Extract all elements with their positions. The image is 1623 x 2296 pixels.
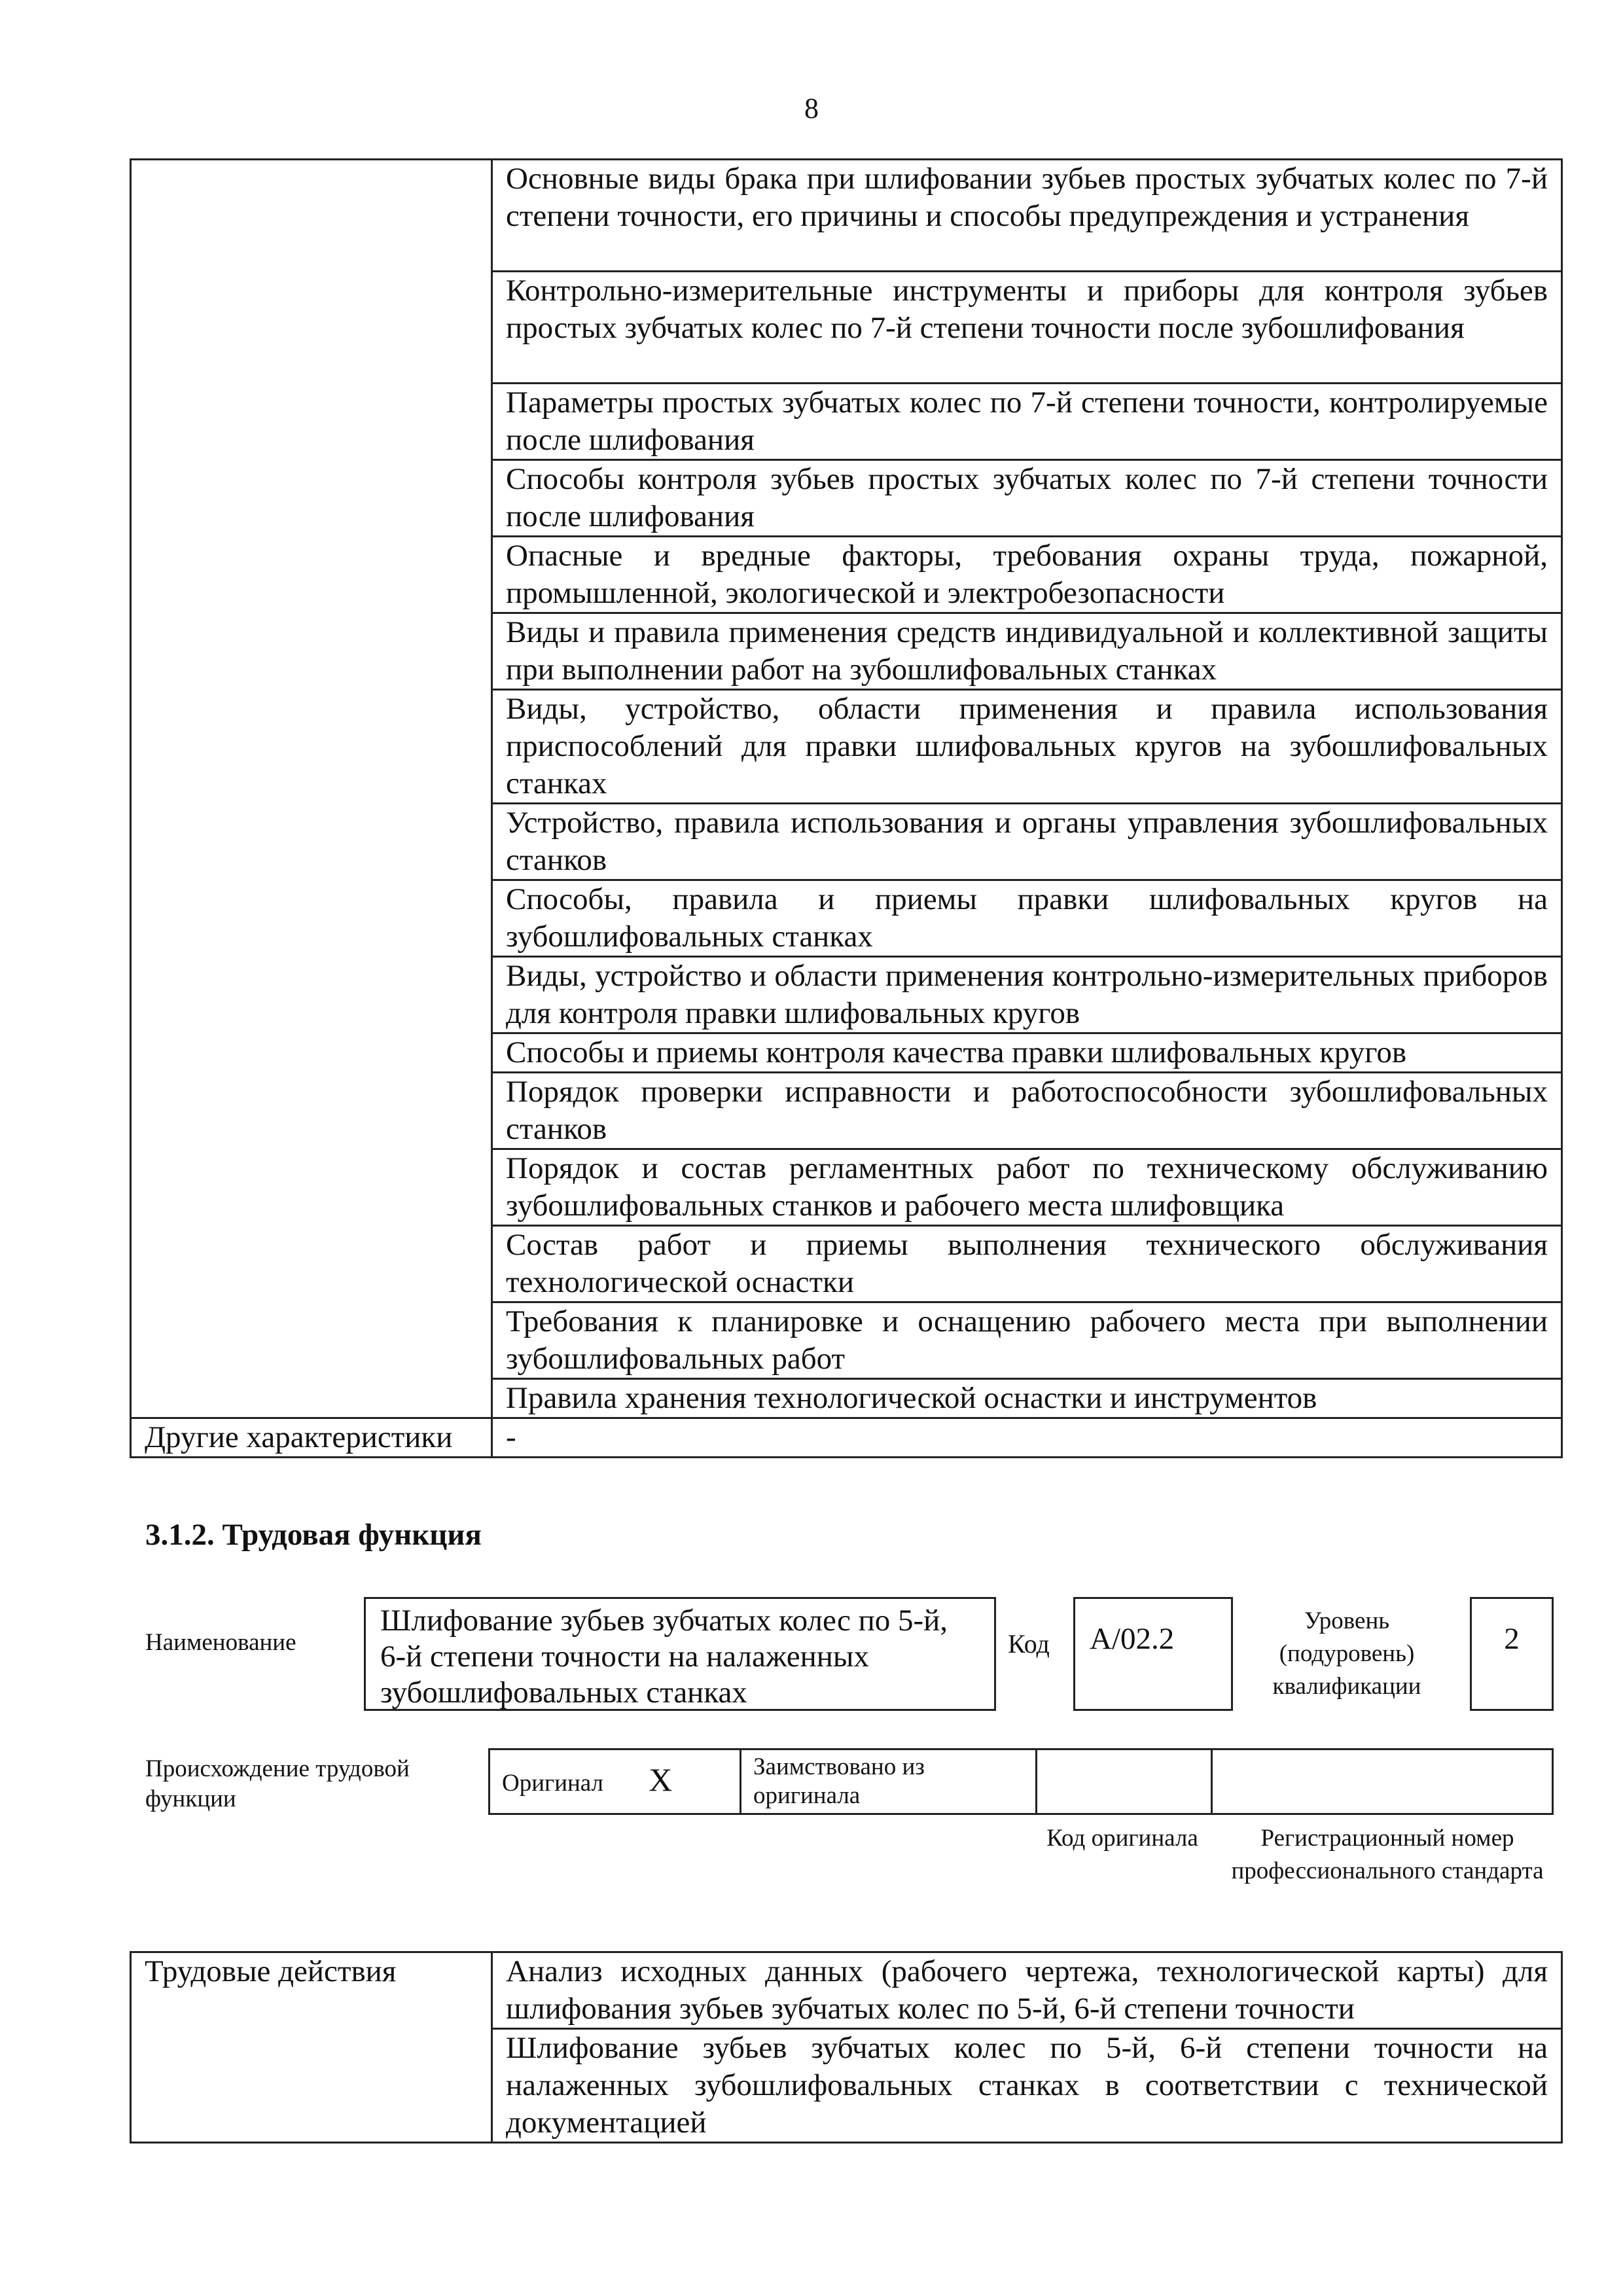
- table-cell: Основные виды брака при шлифовании зубьев простых зубчатых колес по 7-й степени точности, его причины и способы предупреждения и устранения: [492, 160, 1562, 272]
- table-cell: Виды, устройство и области применения контрольно-измерительных приборов для контроля правки шлифовальных кругов: [492, 957, 1562, 1033]
- function-code-box: А/02.2: [1073, 1597, 1233, 1711]
- labor-actions-label: Трудовые действия: [131, 1952, 492, 2143]
- labor-actions-table: [130, 1951, 1563, 2144]
- knowledge-label-cell: [131, 160, 492, 1418]
- table-cell: Шлифование зубьев зубчатых колес по 5-й, 6-й степени точности на налаженных зубошлифовальных станках в соответствии с технической документацией: [492, 2029, 1562, 2143]
- table-cell: Параметры простых зубчатых колес по 7-й степени точности, контролируемые после шлифования: [492, 384, 1562, 460]
- table-cell: Устройство, правила использования и органы управления зубошлифовальных станков: [492, 804, 1562, 880]
- original-mark: X: [649, 1761, 673, 1798]
- table-cell: Состав работ и приемы выполнения технического обслуживания технологической оснастки: [492, 1226, 1562, 1302]
- origin-table: [488, 1748, 1554, 1815]
- table-cell: Виды и правила применения средств индивидуальной и коллективной защиты при выполнении работ на зубошлифовальных станках: [492, 613, 1562, 690]
- original-code-caption: Код оригинала: [1046, 1825, 1198, 1852]
- registration-number-cell: [1212, 1749, 1553, 1814]
- original-label: Оригинал: [502, 1770, 604, 1797]
- original-cell: [490, 1749, 741, 1814]
- registration-number-caption: Регистрационный номер профессионального стандарта: [1231, 1825, 1544, 1884]
- table-cell: Опасные и вредные факторы, требования охраны труда, пожарной, промышленной, экологической и электробезопасности: [492, 537, 1562, 613]
- table-row: [131, 1418, 1562, 1458]
- table-row: [131, 1952, 1562, 2029]
- other-characteristics-label: Другие характеристики: [131, 1418, 492, 1458]
- other-characteristics-value: -: [492, 1418, 1562, 1458]
- qualification-level-box: 2: [1470, 1597, 1554, 1711]
- table-row: [490, 1749, 1553, 1814]
- origin-label: Происхождение трудовой функции: [145, 1755, 410, 1812]
- table-cell: Способы и приемы контроля качества правки шлифовальных кругов: [492, 1033, 1562, 1073]
- table-cell: Виды, устройство, области применения и правила использования приспособлений для правки шлифовальных кругов на зубошлифовальных станках: [492, 690, 1562, 804]
- table-cell: Способы контроля зубьев простых зубчатых колес по 7-й степени точности после шлифования: [492, 460, 1562, 537]
- table-row: [131, 160, 1562, 272]
- borrowed-cell: Заимствовано из оригинала: [741, 1749, 1037, 1814]
- code-label: Код: [1008, 1629, 1050, 1659]
- page-number: 8: [804, 92, 819, 124]
- knowledge-table: [130, 158, 1563, 1458]
- table-cell: Требования к планировке и оснащению рабочего места при выполнении зубошлифовальных работ: [492, 1302, 1562, 1379]
- table-cell: Порядок проверки исправности и работоспособности зубошлифовальных станков: [492, 1073, 1562, 1149]
- table-cell: Контрольно-измерительные инструменты и приборы для контроля зубьев простых зубчатых колес по 7-й степени точности после зубошлифования: [492, 272, 1562, 384]
- table-cell: Способы, правила и приемы правки шлифовальных кругов на зубошлифовальных станках: [492, 880, 1562, 957]
- qualification-level-label: Уровень (подуровень) квалификации: [1272, 1607, 1421, 1700]
- table-cell: Анализ исходных данных (рабочего чертежа, технологической карты) для шлифования зубьев зубчатых колес по 5-й, 6-й степени точности: [492, 1952, 1562, 2029]
- function-name-box: Шлифование зубьев зубчатых колес по 5-й, 6-й степени точности на налаженных зубошлифовальных станках: [364, 1597, 996, 1711]
- table-cell: Порядок и состав регламентных работ по техническому обслуживанию зубошлифовальных станков и рабочего места шлифовщика: [492, 1149, 1562, 1226]
- table-cell: Правила хранения технологической оснастки и инструментов: [492, 1379, 1562, 1418]
- original-code-cell: [1037, 1749, 1212, 1814]
- name-label: Наименование: [145, 1629, 296, 1656]
- section-title: 3.1.2. Трудовая функция: [145, 1518, 482, 1552]
